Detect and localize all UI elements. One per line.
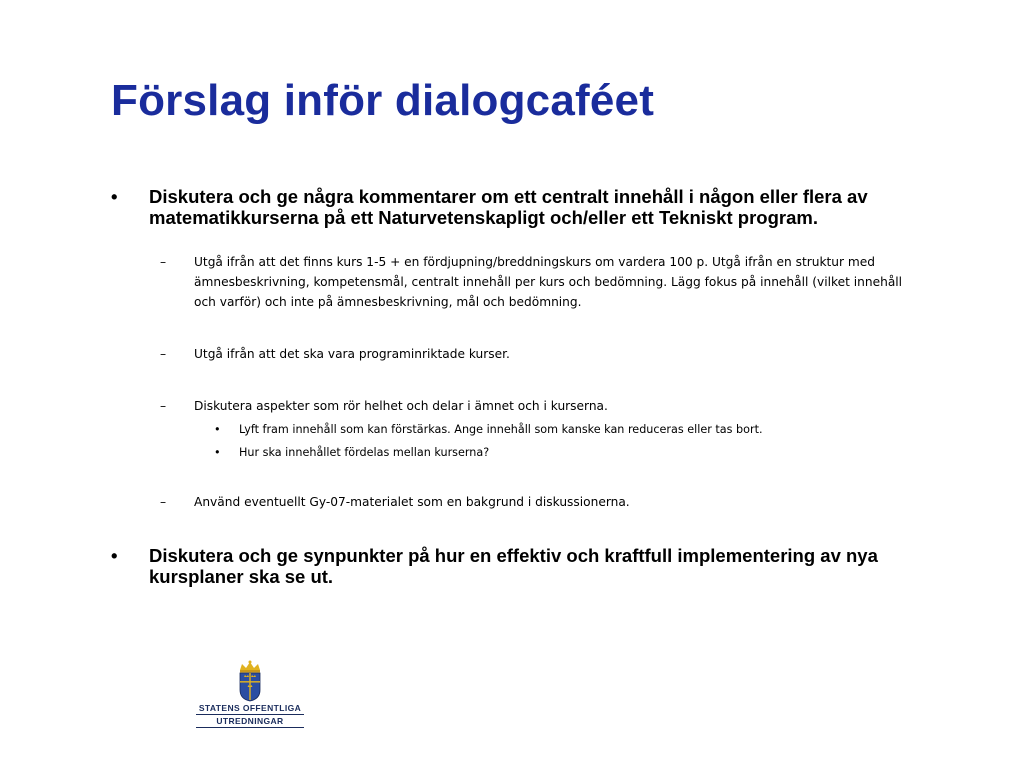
bullet-marker: • — [111, 186, 118, 207]
sub-sub-item-text: Lyft fram innehåll som kan förstärkas. Ange innehåll som kanske kan reduceras eller tas bort. — [239, 423, 763, 436]
bullet-text: Diskutera och ge synpunkter på hur en effektiv och kraftfull implementering av nya kursplaner ska se ut. — [149, 545, 878, 587]
bullet-item — [111, 545, 939, 587]
bullet-item — [111, 186, 939, 228]
sub-item-text: Utgå ifrån att det finns kurs 1-5 + en fördjupning/breddningskurs om vardera 100 p. Utgå ifrån en struktur med ämnesbeskrivning, kompetensmål, centralt innehåll per kurs och bedömning. Lägg fokus på innehåll (vilket innehåll och varför) och inte på ämnesbeskrivning, mål och bedömning. — [194, 255, 903, 309]
logo-divider — [196, 727, 304, 728]
logo-text-line2: UTREDNINGAR — [216, 716, 284, 726]
dash-marker: – — [160, 347, 167, 361]
logo-text-line1: STATENS OFFENTLIGA — [198, 703, 302, 713]
sub-item — [160, 396, 924, 416]
sub-sub-item — [214, 445, 919, 461]
bullet-marker: • — [111, 545, 118, 566]
logo-divider — [196, 714, 304, 715]
bullet-marker: • — [214, 423, 221, 436]
sub-sub-item — [214, 422, 919, 438]
sub-item-text: Diskutera aspekter som rör helhet och delar i ämnet och i kurserna. — [194, 399, 608, 413]
sub-item-text: Utgå ifrån att det ska vara programinriktade kurser. — [194, 347, 510, 361]
sub-sub-item-text: Hur ska innehållet fördelas mellan kurserna? — [239, 446, 490, 459]
dash-marker: – — [160, 255, 167, 269]
coat-of-arms-icon — [190, 660, 310, 702]
bullet-text: Diskutera och ge några kommentarer om ett centralt innehåll i någon eller flera av matematikkurserna på ett Naturvetenskapligt och/eller ett Tekniskt program. — [149, 186, 868, 228]
sub-item — [160, 492, 924, 512]
sub-item-text: Använd eventuellt Gy-07-materialet som en bakgrund i diskussionerna. — [194, 495, 630, 509]
slide-title: Förslag inför dialogcaféet — [111, 76, 655, 125]
sub-item — [160, 252, 924, 312]
sub-item — [160, 344, 924, 364]
sou-logo — [190, 660, 310, 730]
dash-marker: – — [160, 399, 167, 413]
bullet-marker: • — [214, 446, 221, 459]
dash-marker: – — [160, 495, 167, 509]
